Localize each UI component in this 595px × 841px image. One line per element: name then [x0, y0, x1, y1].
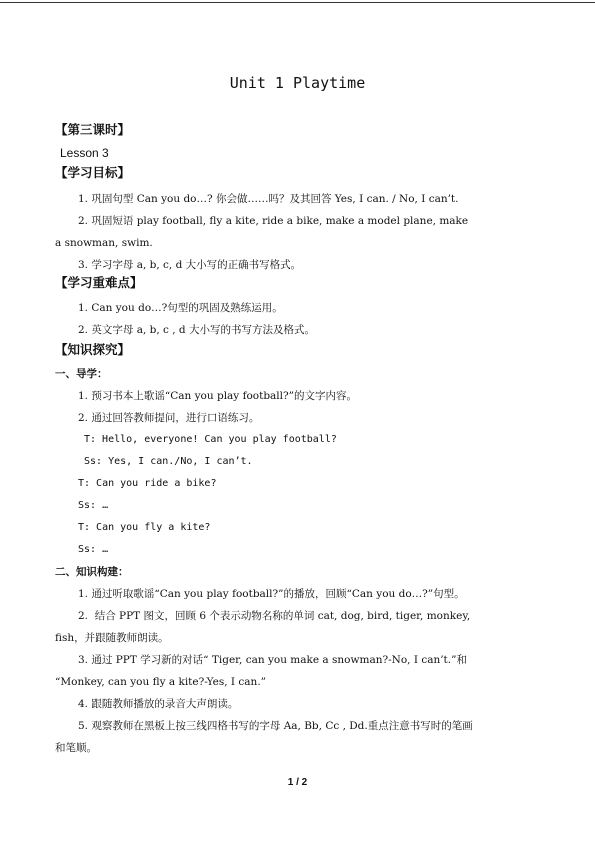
dialogue-line: T: Can you fly a kite? — [78, 522, 211, 533]
lesson-label: Lesson 3 — [60, 146, 109, 160]
build-item: 3. 通过 PPT 学习新的对话“ Tiger, can you make a snowman?-No, I can’t.”和 — [78, 654, 467, 666]
objective-item: 1. 巩固句型 Can you do…? 你会做……吗？及其回答 Yes, I can. / No, I can’t. — [78, 193, 459, 205]
keypoints-heading: 【学习重难点】 — [55, 276, 143, 290]
objective-item-continued: a snowman, swim. — [55, 237, 153, 249]
guide-heading: 一、导学： — [55, 368, 108, 380]
explore-heading: 【知识探究】 — [55, 343, 131, 357]
keypoint-item: 2. 英文字母 a, b, c , d 大小写的书写方法及格式。 — [78, 324, 315, 336]
page-number: 1 / 2 — [287, 777, 308, 788]
dialogue-line: Ss: … — [78, 544, 109, 555]
build-item-continued: 和笔顺。 — [55, 742, 97, 754]
dialogue-line: Ss: … — [78, 500, 109, 511]
build-item: 2. 结合 PPT 图文，回顾 6 个表示动物名称的单词 cat, dog, bird, tiger, monkey, — [78, 610, 471, 622]
keypoint-item: 1. Can you do…?句型的巩固及熟练运用。 — [78, 302, 283, 314]
build-item: 1. 通过听取歌谣“Can you play football?”的播放，回顾“Can you do…?”句型。 — [78, 588, 465, 600]
objectives-heading: 【学习目标】 — [55, 166, 131, 180]
dialogue-line: T: Hello, everyone! Can you play football? — [84, 434, 337, 445]
top-rule — [0, 2, 595, 3]
build-heading: 二、知识构建： — [55, 566, 129, 578]
dialogue-line: T: Can you ride a bike? — [78, 478, 217, 489]
page-title: Unit 1 Playtime — [229, 74, 366, 92]
guide-item: 1. 预习书本上歌谣“Can you play football?”的文字内容。 — [78, 390, 358, 402]
guide-item: 2. 通过回答教师提问，进行口语练习。 — [78, 412, 260, 424]
build-item-continued: fish，并跟随教师朗读。 — [55, 632, 169, 644]
period-heading: 【第三课时】 — [55, 123, 131, 137]
build-item-continued: “Monkey, can you fly a kite?-Yes, I can.” — [55, 676, 267, 688]
build-item: 5. 观察教师在黑板上按三线四格书写的字母 Aa, Bb, Cc , Dd.重点注意书写时的笔画 — [78, 720, 473, 732]
dialogue-line: Ss: Yes, I can./No, I can’t. — [84, 456, 253, 467]
build-item: 4. 跟随教师播放的录音大声朗读。 — [78, 698, 239, 710]
objective-item: 2. 巩固短语 play football, fly a kite, ride a bike, make a model plane, make — [78, 215, 469, 227]
objective-item: 3. 学习字母 a, b, c, d 大小写的正确书写格式。 — [78, 259, 302, 271]
